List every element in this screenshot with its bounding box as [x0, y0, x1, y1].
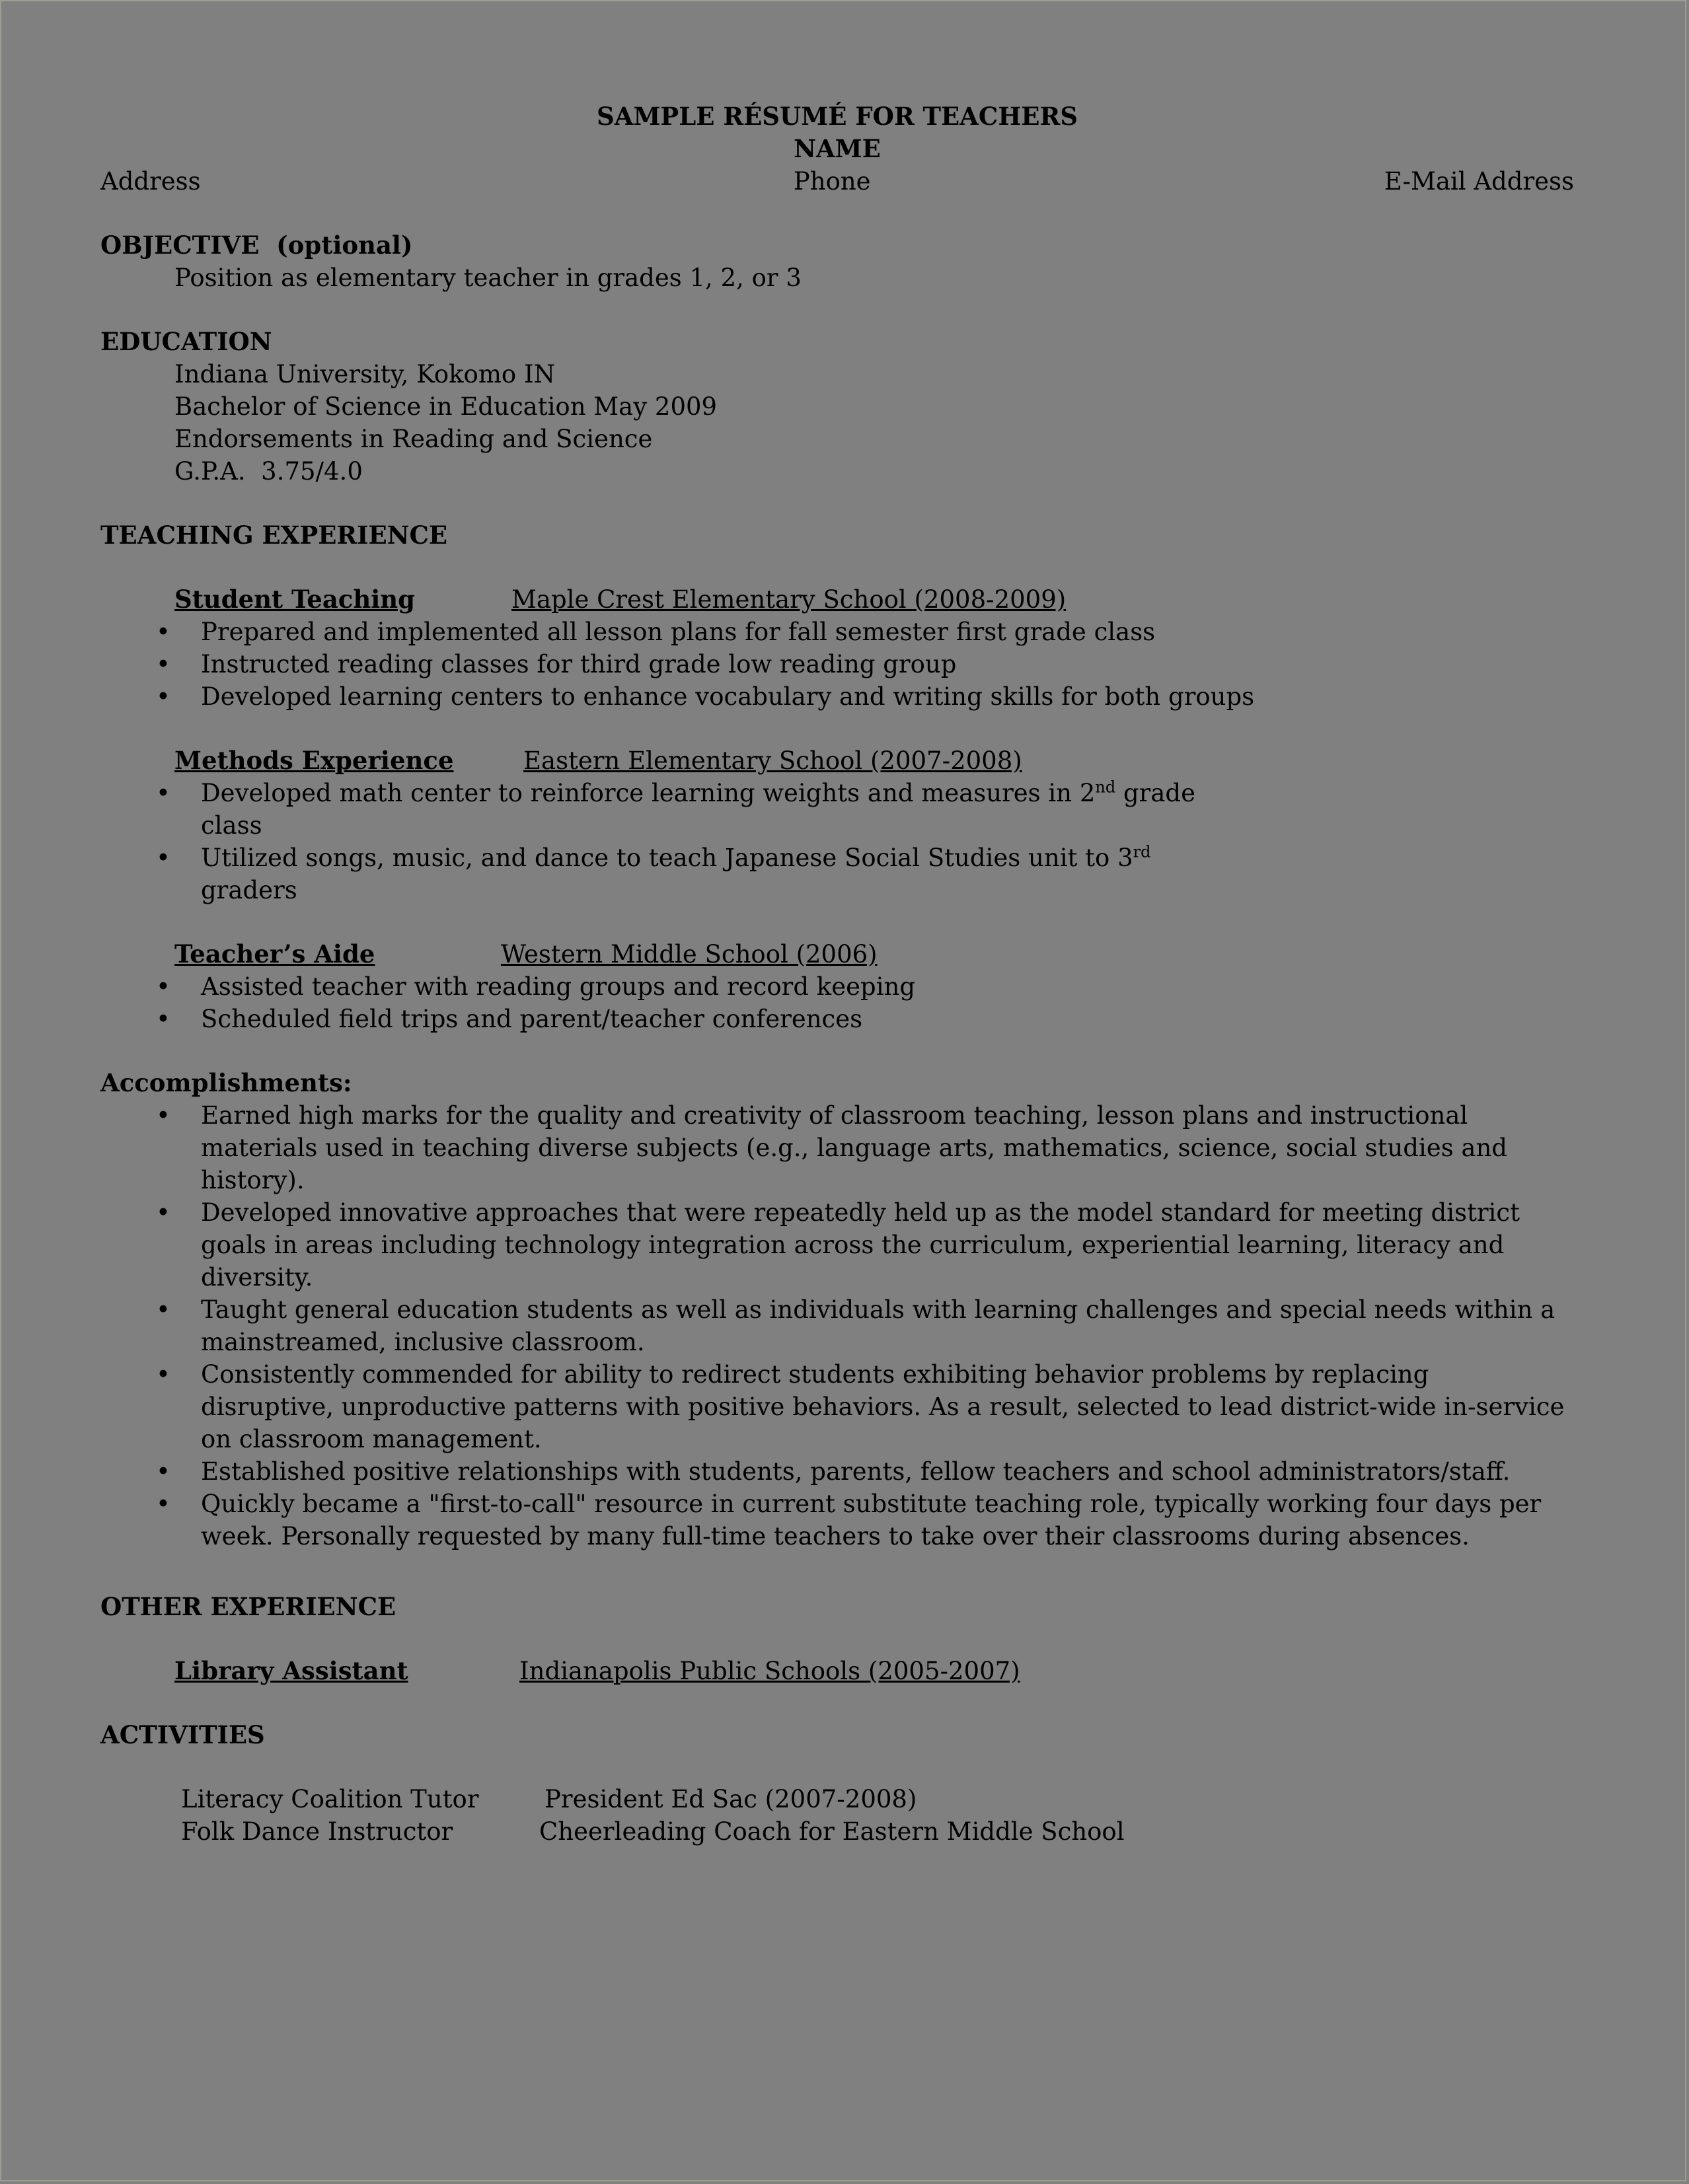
ordinal-suffix: nd: [1095, 778, 1116, 797]
role-title: Library Assistant: [174, 1656, 408, 1685]
activity-left: Folk Dance Instructor: [181, 1817, 453, 1846]
list-item: • Taught general education students as well as individuals with learning challenges and special needs within a mainstreamed, inclusive classroom.: [100, 1293, 1574, 1358]
resume-document: [100, 100, 1574, 1848]
list-item: • Developed learning centers to enhance vocabulary and writing skills for both groups: [100, 680, 1574, 713]
role-title: Teacher’s Aide: [174, 939, 375, 968]
list-item: • Quickly became a "first-to-call" resource in current substitute teaching role, typically working four days per week. Personally requested by many full-time teachers to take over their classrooms during absences.: [100, 1488, 1574, 1552]
activities-heading: ACTIVITIES: [100, 1720, 265, 1749]
activities-list: [100, 1783, 1574, 1848]
role-place: Western Middle School (2006): [501, 940, 878, 968]
contact-line: [100, 165, 1574, 198]
ordinal-suffix: rd: [1133, 842, 1151, 861]
role-teachers-aide: [100, 938, 1574, 970]
role-methods-experience: [100, 745, 1574, 777]
teaching-heading: TEACHING EXPERIENCE: [100, 521, 448, 550]
other-experience-heading: OTHER EXPERIENCE: [100, 1592, 396, 1621]
role-place: Maple Crest Elementary School (2008-2009): [511, 585, 1067, 614]
role-place: Indianapolis Public Schools (2005-2007): [519, 1657, 1020, 1685]
list-item: • Scheduled field trips and parent/teacher conferences: [100, 1003, 1574, 1035]
role-bullets: [100, 616, 1574, 713]
activity-right: Cheerleading Coach for Eastern Middle School: [539, 1817, 1125, 1846]
phone: Phone: [793, 167, 871, 196]
education-heading: EDUCATION: [100, 327, 272, 356]
objective-text: Position as elementary teacher in grades 1, 2, or 3: [174, 264, 802, 292]
bullet-continuation: graders: [201, 876, 297, 904]
activity-row: [181, 1783, 1574, 1815]
role-library-assistant: [100, 1655, 1574, 1687]
role-title: Student Teaching: [174, 585, 416, 614]
education-line: Endorsements in Reading and Science: [174, 425, 653, 453]
list-item: [100, 842, 1574, 906]
education-line: Indiana University, Kokomo IN: [174, 360, 555, 388]
bullet-text: grade: [1115, 779, 1195, 807]
list-item: • Consistently commended for ability to redirect students exhibiting behavior problems by replacing disruptive, unproductive patterns with positive behaviors. As a result, selected to lead district-wide in-service on classroom management.: [100, 1358, 1574, 1455]
activity-row: [181, 1815, 1574, 1848]
address: Address: [100, 167, 201, 196]
list-item: • Established positive relationships with students, parents, fellow teachers and school administrators/staff.: [100, 1455, 1574, 1488]
education-line: G.P.A. 3.75/4.0: [174, 457, 363, 486]
activity-left: Literacy Coalition Tutor: [181, 1785, 479, 1813]
list-item: • Instructed reading classes for third grade low reading group: [100, 648, 1574, 680]
bullet-text: Utilized songs, music, and dance to teach Japanese Social Studies unit to 3: [201, 844, 1133, 872]
accomplishments-list: [100, 1099, 1574, 1552]
bullet-text: Developed math center to reinforce learning weights and measures in 2: [201, 779, 1096, 807]
list-item: • Developed innovative approaches that were repeatedly held up as the model standard for meeting district goals in areas including technology integration across the curriculum, experiential learning, literacy and diversity.: [100, 1196, 1574, 1293]
resume-name: NAME: [794, 134, 881, 163]
bullet-continuation: class: [201, 811, 262, 840]
resume-title: SAMPLE RÉSUMÉ FOR TEACHERS: [597, 102, 1078, 131]
role-title: Methods Experience: [174, 746, 454, 775]
role-place: Eastern Elementary School (2007-2008): [523, 746, 1022, 775]
list-item: [100, 777, 1574, 842]
list-item: • Earned high marks for the quality and creativity of classroom teaching, lesson plans and instructional materials used in teaching diverse subjects (e.g., language arts, mathematics, science, social studies and history).: [100, 1099, 1574, 1196]
list-item: • Prepared and implemented all lesson plans for fall semester first grade class: [100, 616, 1574, 648]
role-bullets: [100, 970, 1574, 1035]
accomplishments-heading: Accomplishments:: [100, 1068, 352, 1097]
list-item: • Assisted teacher with reading groups and record keeping: [100, 970, 1574, 1003]
objective-heading: OBJECTIVE (optional): [100, 231, 413, 260]
education-line: Bachelor of Science in Education May 2009: [174, 392, 718, 421]
email-address: E-Mail Address: [1384, 167, 1574, 196]
activity-right: President Ed Sac (2007-2008): [544, 1785, 917, 1813]
role-student-teaching: [100, 583, 1574, 616]
role-bullets: [100, 777, 1574, 906]
